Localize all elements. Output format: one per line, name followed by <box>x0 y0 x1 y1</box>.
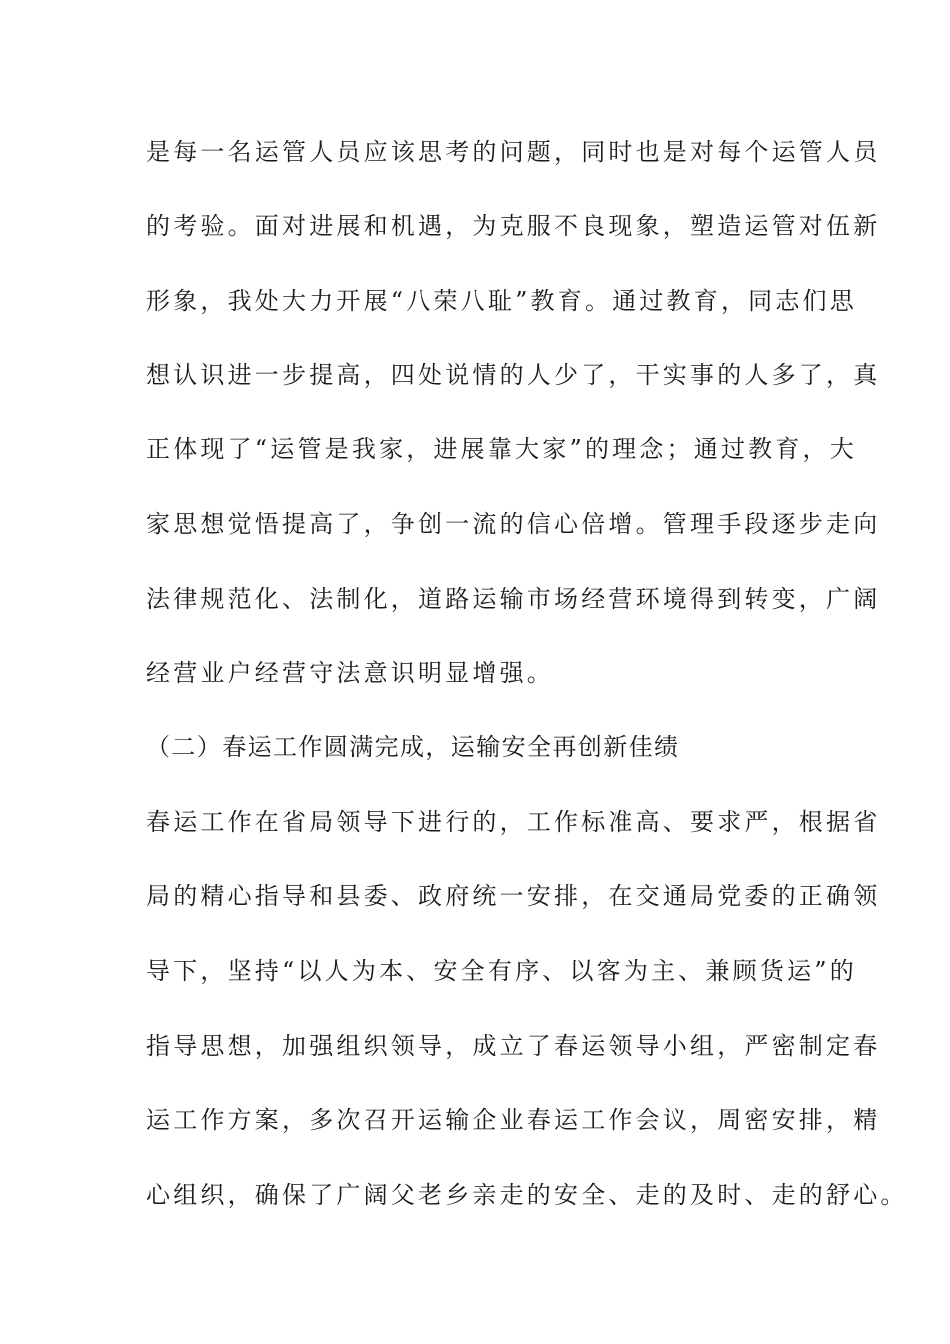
paragraph-line: 的考验。面对进展和机遇，为克服不良现象，塑造运管对伍新 <box>146 212 881 240</box>
paragraph-line: 局的精心指导和县委、政府统一安排，在交通局党委的正确领 <box>146 882 881 910</box>
paragraph-line: 正体现了“运管是我家，进展靠大家”的理念；通过教育，大 <box>146 435 857 463</box>
paragraph-line: 形象，我处大力开展“八荣八耻”教育。通过教育，同志们思 <box>146 287 857 315</box>
paragraph-line: 导下，坚持“以人为本、安全有序、以客为主、兼顾货运”的 <box>146 957 857 985</box>
paragraph-line: 想认识进一步提高，四处说情的人少了，干实事的人多了，真 <box>146 361 881 389</box>
paragraph-line: 心组织，确保了广阔父老乡亲走的安全、走的及时、走的舒心。 <box>146 1181 908 1209</box>
paragraph-line: 是每一名运管人员应该思考的问题，同时也是对每个运管人员 <box>146 138 881 166</box>
paragraph-line: 经营业户经营守法意识明显增强。 <box>146 659 554 687</box>
paragraph-line: 指导思想，加强组织领导，成立了春运领导小组，严密制定春 <box>146 1032 881 1060</box>
section-heading: （二）春运工作圆满完成，运输安全再创新佳绩 <box>146 733 680 761</box>
paragraph-line: 法律规范化、法制化，道路运输市场经营环境得到转变，广阔 <box>146 585 881 613</box>
paragraph-line: 运工作方案，多次召开运输企业春运工作会议，周密安排，精 <box>146 1106 881 1134</box>
paragraph-line: 家思想觉悟提高了，争创一流的信心倍增。管理手段逐步走向 <box>146 510 881 538</box>
paragraph-line: 春运工作在省局领导下进行的，工作标准高、要求严，根据省 <box>146 808 881 836</box>
